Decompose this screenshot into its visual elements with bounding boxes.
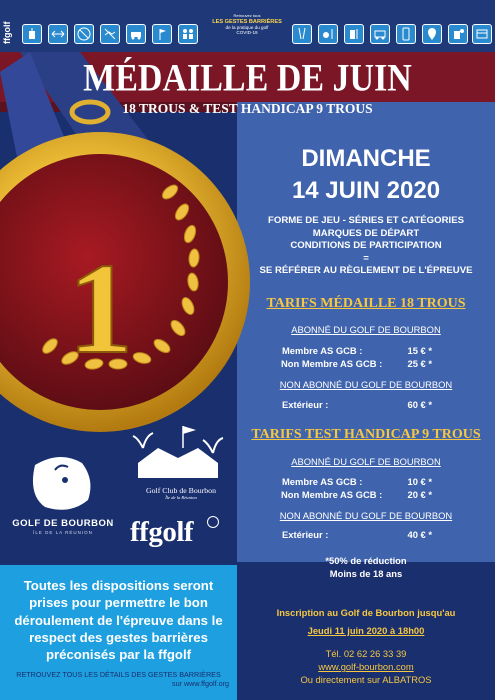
distance-icon — [48, 24, 68, 44]
price-value: 40 € * — [407, 529, 432, 540]
ffgolf-logo: ffgolf — [130, 516, 194, 548]
contact-phone: Tél. 02 62 26 33 39 — [325, 648, 407, 659]
card-icon — [472, 24, 492, 44]
discount-note — [237, 554, 495, 580]
registration-line: Inscription au Golf de Bourbon jusqu'au — [276, 607, 456, 618]
golf-club-subtitle: Île de la Réunion — [165, 495, 197, 500]
bag-stand-icon — [344, 24, 364, 44]
registration-deadline: Jeudi 11 juin 2020 à 18h00 — [307, 625, 425, 636]
note-line: *50% de réduction — [325, 555, 407, 566]
gestes-line3: de la pratique du golf — [225, 25, 269, 31]
website-link[interactable]: www.golf-bourbon.com — [318, 661, 414, 672]
abonne-label: ABONNÉ DU GOLF DE BOURBON — [291, 456, 441, 467]
ffgolf-site-link[interactable]: sur www.ffgolf.org — [172, 679, 229, 688]
price-value: 25 € * — [407, 358, 432, 369]
flagstick-icon — [152, 24, 172, 44]
price-value: 20 € * — [407, 489, 432, 500]
non-abonne-label: NON ABONNÉ DU GOLF DE BOURBON — [279, 510, 453, 521]
event-date: 14 JUIN 2020 — [291, 177, 441, 204]
golf-club-bourbon-logo — [128, 418, 228, 488]
ffgolf-vertical-logo: ffgolf — [2, 21, 12, 44]
safety-notice-text: Toutes les dispositions seront prises pour permettre le bon déroulement de l'épreuve dans le respect des gestes barrières préconisés par la ffgolf — [14, 578, 223, 663]
rules-line: SE RÉFÉRER AU RÈGLEMENT DE L'ÉPREUVE — [259, 265, 473, 276]
players-icon — [178, 24, 198, 44]
location-icon — [422, 24, 442, 44]
event-day: DIMANCHE — [301, 145, 431, 172]
page-title: MÉDAILLE DE JUIN — [83, 57, 412, 100]
phone-icon — [396, 24, 416, 44]
rules-block — [237, 215, 495, 278]
page-subtitle: 18 TROUS & TEST HANDICAP 9 TROUS — [122, 101, 373, 116]
gestes-details-line: RETROUVEZ TOUS LES DÉTAILS DES GESTES BARRIÈRES — [16, 670, 221, 679]
rules-line: FORME DE JEU - SÉRIES ET CATÉGORIES — [268, 215, 464, 226]
bourbon-logo-subtitle: ÎLE DE LA RÉUNION — [33, 530, 93, 535]
gestes-barrieres-banner — [207, 14, 287, 54]
medal-number: 1 — [68, 237, 133, 381]
abonne-label: ABONNÉ DU GOLF DE BOURBON — [291, 324, 441, 335]
gestes-line2: LES GESTES BARRIÈRES — [212, 18, 282, 25]
price-label: Non Membre AS GCB : — [281, 358, 383, 369]
bag-icon — [22, 24, 42, 44]
golf-club-name: Golf Club de Bourbon — [146, 486, 216, 495]
ffgolf-logo-mark — [207, 516, 219, 528]
price-value: 60 € * — [407, 399, 432, 410]
hygiene-icon — [448, 24, 468, 44]
gestes-line4: COVID-19 — [236, 30, 258, 36]
albatros-line: Ou directement sur ALBATROS — [300, 674, 432, 685]
no-rake-icon — [74, 24, 94, 44]
price-label: Extérieur : — [282, 529, 329, 540]
tarifs-18-title: TARIFS MÉDAILLE 18 TROUS — [266, 296, 466, 311]
price-label: Non Membre AS GCB : — [281, 489, 383, 500]
cart-icon — [126, 24, 146, 44]
ball-marker-icon — [318, 24, 338, 44]
rules-line: MARQUES DE DÉPART — [312, 227, 420, 239]
clubs-icon — [292, 24, 312, 44]
no-handshake-icon — [100, 24, 120, 44]
tarifs-9-title: TARIFS TEST HANDICAP 9 TROUS — [251, 427, 481, 442]
safety-notice-box — [0, 565, 237, 700]
gestes-line1: Retrouvez tous — [233, 13, 261, 18]
non-abonne-label: NON ABONNÉ DU GOLF DE BOURBON — [279, 379, 453, 390]
price-label: Membre AS GCB : — [282, 345, 363, 356]
rules-line: = — [363, 252, 369, 264]
price-label: Membre AS GCB : — [282, 476, 363, 487]
rules-line: CONDITIONS DE PARTICIPATION — [290, 240, 442, 251]
price-value: 15 € * — [407, 345, 432, 356]
note-line: Moins de 18 ans — [329, 568, 403, 579]
price-value: 10 € * — [407, 476, 432, 487]
bourbon-logo-name: GOLF DE BOURBON — [12, 518, 114, 529]
buggy-icon — [370, 24, 390, 44]
price-label: Extérieur : — [282, 399, 329, 410]
